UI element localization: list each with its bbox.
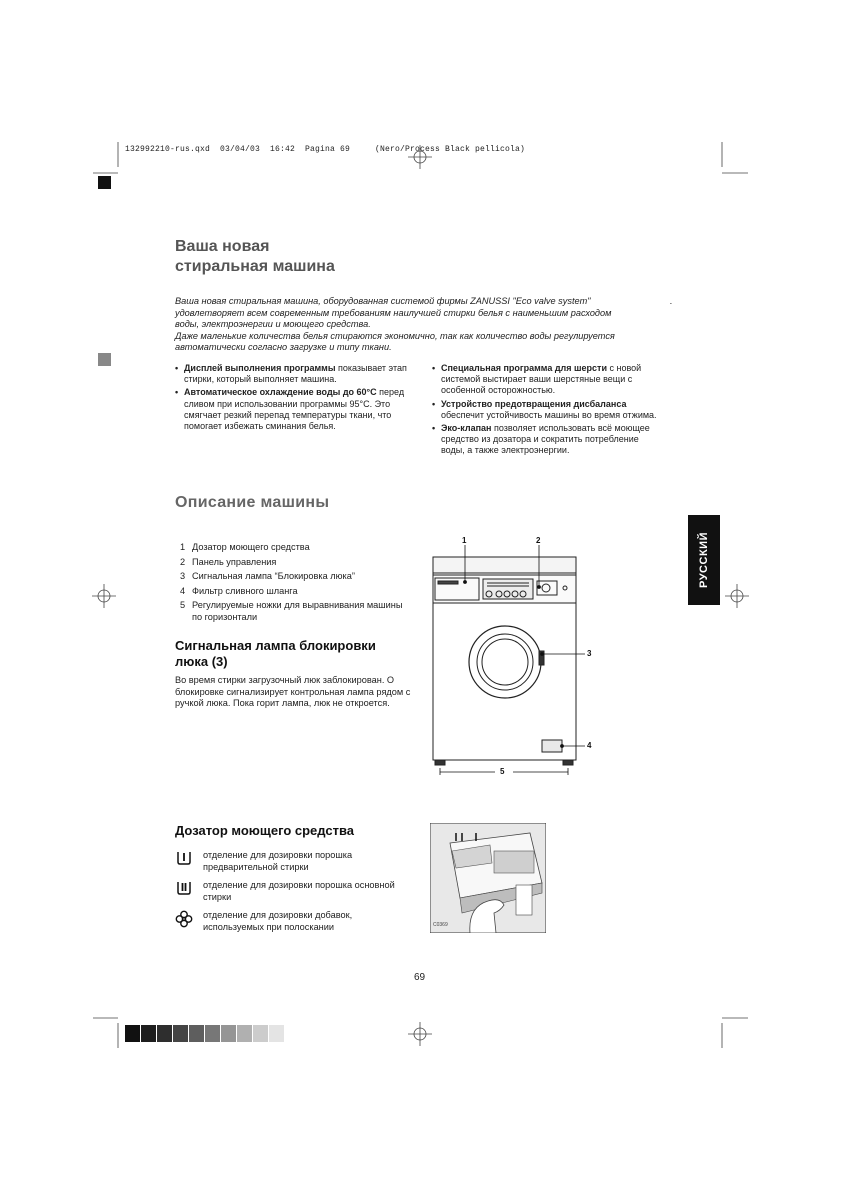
- part-number: 5: [180, 600, 186, 611]
- figure-label: 5: [500, 767, 505, 776]
- intro-line: воды, электроэнергии и моющего средства.: [175, 319, 371, 330]
- feature-text: позволяет использовать всё моющее средство из дозатора и сократить потребление воды, а также электроэнергии.: [441, 423, 650, 456]
- figure-label: 4: [587, 741, 592, 750]
- feature-name: Специальная программа для шерсти: [441, 363, 607, 373]
- print-slug: 132992210-rus.qxd 03/04/03 16:42 Pagina 69 (Nero/Process Black pellicola): [125, 145, 526, 154]
- features-left-column: [175, 363, 407, 434]
- feature-item: [175, 363, 407, 385]
- language-tab: [688, 515, 720, 605]
- intro-dot: .: [670, 296, 673, 306]
- parts-list: [180, 540, 410, 623]
- feature-text: с новой системой выстирает ваши шерстяные вещи с особенной осторожностью.: [441, 363, 642, 396]
- intro-line: Даже маленькие количества белья стираются экономично, так как количество воды регулируется: [175, 330, 615, 341]
- title-line-1: Сигнальная лампа блокировки: [175, 638, 376, 653]
- part-number: 3: [180, 571, 186, 582]
- feature-name: Автоматическое охлаждение воды до 60°C: [184, 387, 377, 398]
- compartment-text: отделение для дозировки порошка предварительной стирки: [203, 850, 353, 872]
- list-item: [180, 555, 410, 570]
- feature-item: [175, 387, 407, 432]
- figure-label: 2: [536, 536, 541, 545]
- part-number: 4: [180, 585, 186, 596]
- section-title-description: Описание машины: [175, 494, 330, 511]
- feature-name: Дисплей выполнения программы: [184, 363, 336, 373]
- list-item: [180, 584, 410, 599]
- feature-text: перед сливом при использовании программы 95°C. Это смягчает резкий перепад температуры ткани, что помогает избежать сминания белья.: [184, 387, 405, 432]
- washing-machine-illustration: [425, 535, 605, 785]
- section-title-dispenser: Дозатор моющего средства: [175, 823, 355, 838]
- feature-text: обеспечит устойчивость машины во время отжима.: [441, 409, 657, 420]
- intro-line: автоматически согласно загрузке и типу ткани.: [175, 342, 392, 353]
- feature-name: Эко-клапан: [441, 423, 492, 434]
- part-text: Регулируемые ножки для выравнивания машины по горизонтали: [192, 600, 403, 623]
- part-number: 2: [180, 556, 186, 567]
- door-lock-paragraph: Во время стирки загрузочный люк заблокирован. О блокировке сигнализирует контрольная лампа рядом с ручкой люка. Пока горит лампа, люк не откроется.: [175, 675, 411, 709]
- features-right-column: [432, 363, 664, 459]
- dispenser-photo: [430, 823, 546, 933]
- title-line-2: стиральная машина: [175, 258, 335, 275]
- part-text: Фильтр сливного шланга: [192, 585, 298, 596]
- intro-line: удовлетворяет всем современным требованиям наилучшей стирки белья с наименьшим расходом: [175, 307, 612, 318]
- compartment-text: отделение для дозировки порошка основной стирки: [203, 880, 395, 902]
- part-text: Сигнальная лампа “Блокировка люка”: [192, 571, 355, 582]
- part-text: Панель управления: [192, 556, 277, 567]
- prewash-compartment-icon: [175, 850, 193, 866]
- feature-item: [432, 363, 664, 397]
- part-number: 1: [180, 542, 186, 552]
- softener-compartment-icon: [175, 910, 193, 928]
- compartment-text: отделение для дозировки добавок, используемых при полоскании: [203, 910, 353, 932]
- figure-label: 1: [462, 536, 467, 545]
- list-item: [180, 540, 410, 555]
- feature-text: показывает этап стирки, который выполняет машина.: [184, 363, 407, 385]
- section-title-new-machine: [175, 237, 335, 277]
- figure-label: 3: [587, 649, 592, 658]
- feature-name: Устройство предотвращения дисбаланса: [441, 398, 627, 409]
- feature-item: [432, 399, 664, 421]
- title-line-2: люка (3): [175, 654, 228, 669]
- list-item: [180, 569, 410, 584]
- photo-code: C0369: [433, 922, 448, 928]
- intro-paragraph: [175, 296, 680, 354]
- page-number: 69: [414, 972, 426, 983]
- title-line-1: Ваша новая: [175, 238, 270, 255]
- feature-item: [432, 423, 664, 457]
- section-title-door-lock: [175, 638, 415, 670]
- list-item: [180, 598, 410, 623]
- mainwash-compartment-icon: [175, 880, 193, 896]
- language-tab-label: РУССКИЙ: [698, 532, 710, 588]
- part-text: Дозатор моющего средства: [192, 542, 310, 552]
- intro-line: Ваша новая стиральная машина, оборудованная системой фирмы ZANUSSI "Eco valve system": [175, 296, 591, 306]
